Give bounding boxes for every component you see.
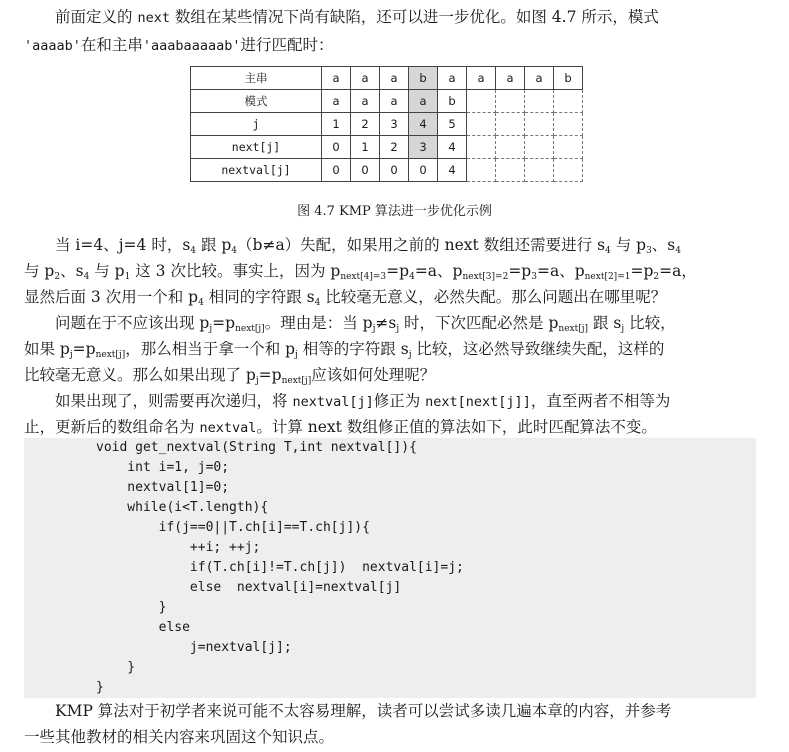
- table-row: [191, 136, 583, 159]
- kmp-table: [190, 66, 583, 182]
- table-cell: 0: [409, 159, 438, 182]
- table-cell: 2: [351, 113, 380, 136]
- table-cell: 3: [409, 136, 438, 159]
- table-cell: a: [380, 67, 409, 90]
- code-line: }: [96, 680, 104, 695]
- table-cell: [467, 113, 496, 136]
- table-cell: [554, 90, 583, 113]
- table-cell: [525, 136, 554, 159]
- para5-line-1: KMP 算法对于初学者来说可能不太容易理解，读者可以尝试多读几遍本章的内容，并参考: [55, 702, 672, 720]
- table-cell: a: [322, 90, 351, 113]
- intro-line-1: 前面定义的 next 数组在某些情况下尚有缺陷，还可以进一步优化。如图 4.7 所示，模式: [55, 8, 659, 26]
- code-line: }: [96, 660, 136, 675]
- table-cell: [525, 113, 554, 136]
- table-cell: [496, 159, 525, 182]
- next-code: next: [137, 10, 170, 26]
- table-cell: [467, 90, 496, 113]
- table-cell: 5: [438, 113, 467, 136]
- para3-line-2: 如果 $p_j=p_{next[j]}$，那么相当于拿一个和 $p_j$ 相等的字符跟 $s_j$ 比较，这必然导致继续失配，这样的: [24, 340, 665, 360]
- table-cell: [467, 136, 496, 159]
- code-line: ++i; ++j;: [96, 540, 261, 555]
- table-cell: 1: [322, 113, 351, 136]
- code-line: nextval[1]=0;: [96, 480, 230, 495]
- row-header: 主串: [191, 67, 322, 90]
- table-cell: [496, 90, 525, 113]
- table-cell: 0: [322, 136, 351, 159]
- code-line: if(T.ch[i]!=T.ch[j]) nextval[i]=j;: [96, 560, 464, 575]
- table-row: [191, 90, 583, 113]
- para4-line-2: 止，更新后的数组命名为 nextval。计算 next 数组修正值的算法如下，此时匹配算法不变。: [24, 418, 657, 436]
- row-header: nextval[j]: [191, 159, 322, 182]
- table-cell: [554, 136, 583, 159]
- table-cell: 4: [438, 136, 467, 159]
- table-cell: 0: [380, 159, 409, 182]
- code-line: j=nextval[j];: [96, 640, 292, 655]
- code-line: int i=1, j=0;: [96, 460, 230, 475]
- table-cell: 0: [351, 159, 380, 182]
- table-cell: [525, 90, 554, 113]
- para4-line-1: 如果出现了，则需要再次递归，将 nextval[j]修正为 next[next[j]]，直至两者不相等为: [55, 392, 671, 410]
- table-cell: a: [380, 90, 409, 113]
- figure-caption: 图 4.7 KMP 算法进一步优化示例: [297, 204, 492, 219]
- para3-line-1: 问题在于不应该出现 $p_j=p_{next[j]}$。理由是：当 $p_j\ne s_j$ 时，下次匹配必然是 $p_{next[j]}$ 跟 $s_j$ 比较，: [55, 314, 676, 334]
- row-header: next[j]: [191, 136, 322, 159]
- code-line: else nextval[i]=nextval[j]: [96, 580, 402, 595]
- table-row: [191, 67, 583, 90]
- table-cell: [554, 159, 583, 182]
- para3-line-3: 比较毫无意义。那么如果出现了 $p_j=p_{next[j]}$应该如何处理呢？: [24, 366, 436, 386]
- code-line: if(j==0||T.ch[i]==T.ch[j]){: [96, 520, 370, 535]
- para2-line-2: 与 $p_2$、$s_4$ 与 $p_1$ 这 3 次比较。事实上，因为 $p_{next[4]=3}=p_4=a$、$p_{next[3]=2}=p_3=a$、$p_{next[2]=1}=p_2=a$，: [24, 262, 697, 282]
- table-row: [191, 113, 583, 136]
- code-block: [24, 438, 756, 698]
- table-row: [191, 159, 583, 182]
- row-header: 模式: [191, 90, 322, 113]
- table-cell: a: [438, 67, 467, 90]
- table-cell: b: [554, 67, 583, 90]
- table-cell: [496, 113, 525, 136]
- table-cell: a: [496, 67, 525, 90]
- table-cell: b: [409, 67, 438, 90]
- table-cell: 2: [380, 136, 409, 159]
- table-cell: [467, 159, 496, 182]
- table-cell: 4: [409, 113, 438, 136]
- table-cell: a: [525, 67, 554, 90]
- table-cell: [525, 159, 554, 182]
- para2-line-3: 显然后面 3 次用一个和 $p_4$ 相同的字符跟 $s_4$ 比较毫无意义，必然失配。那么问题出在哪里呢？: [24, 288, 667, 308]
- table-cell: 4: [438, 159, 467, 182]
- table-cell: a: [351, 67, 380, 90]
- table-cell: [554, 113, 583, 136]
- table-cell: b: [438, 90, 467, 113]
- para2-line-1: 当 i=4、j=4 时，$s_4$ 跟 $p_4(b\ne a)$失配，如果用之前的 next 数组还需要进行 $s_4$ 与 $p_3$、$s_4$: [55, 236, 681, 256]
- code-line: }: [96, 600, 167, 615]
- code-line: while(i<T.length){: [96, 500, 269, 515]
- table-cell: 3: [380, 113, 409, 136]
- table-cell: a: [351, 90, 380, 113]
- code-line: void get_nextval(String T,int nextval[]){: [96, 440, 417, 455]
- table-cell: a: [467, 67, 496, 90]
- row-header: j: [191, 113, 322, 136]
- table-cell: a: [322, 67, 351, 90]
- para5-line-2: 一些其他教材的相关内容来巩固这个知识点。: [24, 728, 335, 746]
- table-cell: a: [409, 90, 438, 113]
- intro-line-2: 'aaaab'在和主串'aaabaaaaab'进行匹配时：: [24, 36, 334, 54]
- code-line: else: [96, 620, 190, 635]
- table-cell: 1: [351, 136, 380, 159]
- table-cell: [496, 136, 525, 159]
- table-cell: 0: [322, 159, 351, 182]
